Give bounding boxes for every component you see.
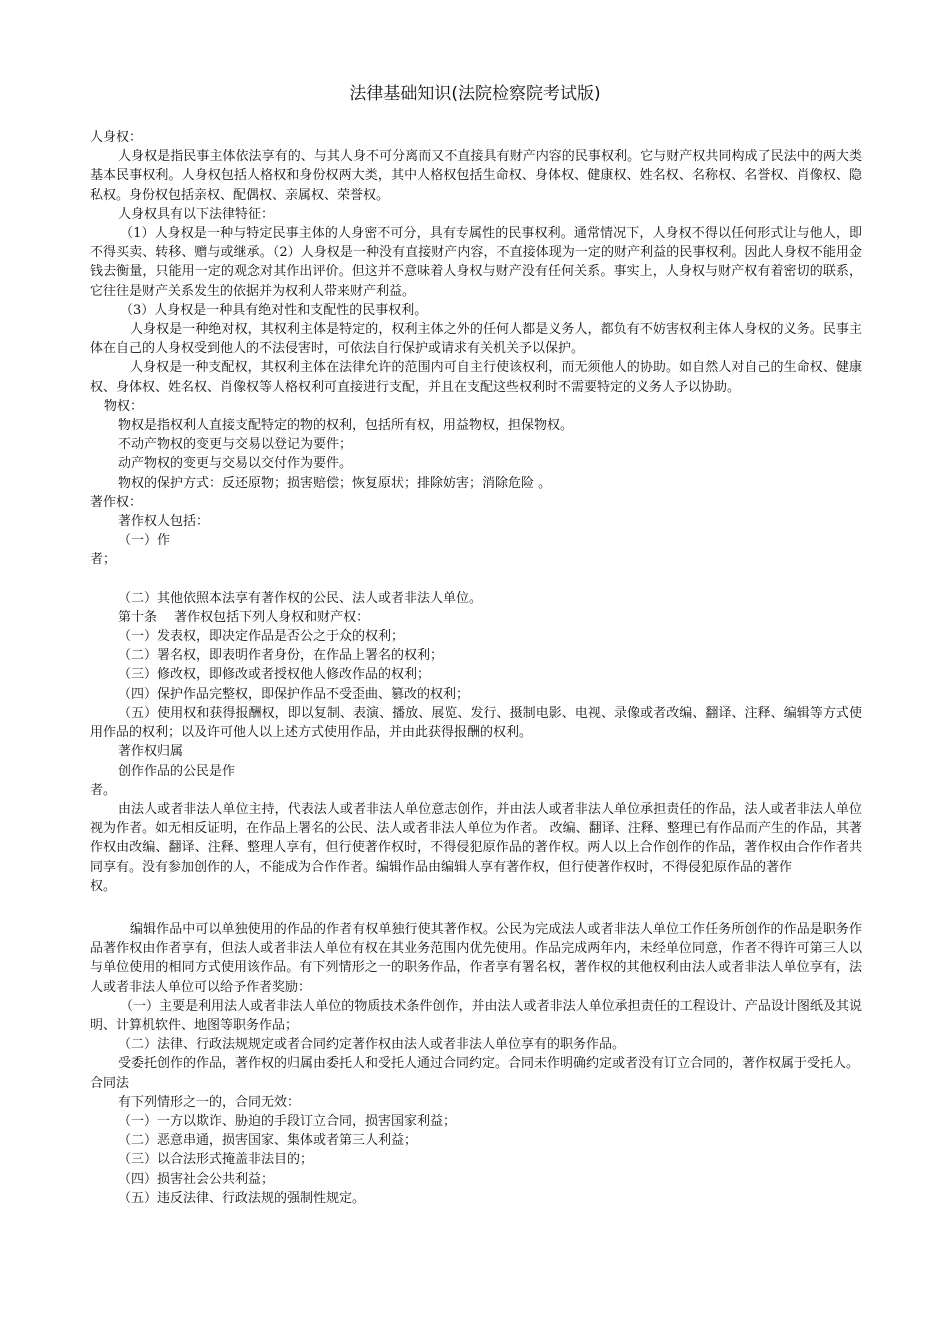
list-item: （二）署名权，即表明作者身份，在作品上署名的权利； <box>118 648 444 664</box>
list-item: （五）违反法律、行政法规的强制性规定。 <box>118 1190 366 1206</box>
paragraph: 人身权是指民事主体依法享有的、与其人身不可分离而又不直接具有财产内容的民事权利。它与财产权共同构成了民法中的两大类基本民事权利。人身权包括人格权和身份权两大类，其中人格权包括生命权、身体权、健康权、姓名权、名称权、名誉权、肖像权、隐私权。身份权包括亲权、配偶权、亲属权、荣誉权。 <box>90 149 862 203</box>
spacer <box>90 570 862 589</box>
section-heading-personal-rights: 人身权： <box>90 130 143 145</box>
paragraph: 人身权是一种支配权，其权利主体在法律允许的范围内可自主行使该权利，而无须他人的协助。如自然人对自己的生命权、健康权、身体权、姓名权、肖像权等人格权利可直接进行支配，并且在支配这些权利时不需要特定的义务人予以协助。 <box>90 360 862 395</box>
paragraph: 受委托创作的作品，著作权的归属由委托人和受托人通过合同约定。合同未作明确约定或者没有订立合同的，著作权属于受托人。 <box>118 1056 860 1072</box>
paragraph: 动产物权的变更与交易以交付作为要件。 <box>118 456 353 472</box>
section-heading-property-rights: 物权： <box>104 398 144 414</box>
list-item-continuation: 者； <box>90 552 117 568</box>
paragraph: （1）人身权是一种与特定民事主体的人身密不可分，具有专属性的民事权利。通常情况下，人身权不得以任何形式让与他人，即不得买卖、转移、赠与或继承。（2）人身权是一种没有直接财产内容，不直接体现为一定的财产利益的民事权利。因此人身权不能用金钱去衡量，只能用一定的观念对其作出评价。但这并不意味着人身权与财产没有任何关系。事实上，人身权与财产权有着密切的联系，它往往是财产关系发生的依据并为权利人带来财产利益。 <box>90 226 862 299</box>
paragraph: 创作作品的公民是作 <box>118 763 236 779</box>
paragraph: 不动产物权的变更与交易以登记为要件； <box>118 437 353 453</box>
list-item: （一）一方以欺诈、胁迫的手段订立合同，损害国家利益； <box>118 1113 457 1129</box>
paragraph: 由法人或者非法人单位主持，代表法人或者非法人单位意志创作，并由法人或者非法人单位承担责任的作品，法人或者非法人单位视为作者。如无相反证明，在作品上署名的公民、法人或者非法人单位为作者。 改编、翻译、注释、整理已有作品而产生的作品，其著作权由改编、翻译、注释、整理人享有，但行使著作权时，不得侵犯原作品的著作权。两人以上合作创作的作品，著作权由合作作者共同享有。没有参加创作的人，不能成为合作作者。编辑作品由编辑人享有著作权，但行使著作权时，不得侵犯原作品的著作 <box>90 801 862 875</box>
list-item: （三）以合法形式掩盖非法目的； <box>118 1152 314 1168</box>
article-heading: 第十条 著作权包括下列人身权和财产权： <box>118 609 370 625</box>
paragraph: （3）人身权是一种具有绝对性和支配性的民事权利。 <box>120 302 428 318</box>
list-item: （一）发表权，即决定作品是否公之于众的权利； <box>118 629 405 645</box>
paragraph: 有下列情形之一的，合同无效： <box>118 1094 301 1110</box>
list-item: （一）作 <box>118 533 171 549</box>
list-item: （五）使用权和获得报酬权，即以复制、表演、播放、展览、发行、摄制电影、电视、录像或者改编、翻译、注释、编辑等方式使用作品的权利；以及许可他人以上述方式使用作品，并由此获得报酬的权利。 <box>90 705 862 741</box>
paragraph: 人身权具有以下法律特征： <box>118 206 275 222</box>
section-heading-copyright: 著作权： <box>90 494 143 510</box>
paragraph: 编辑作品中可以单独使用的作品的作者有权单独行使其著作权。公民为完成法人或者非法人单位工作任务所创作的作品是职务作品著作权由作者享有，但法人或者非法人单位有权在其业务范围内优先使用。作品完成两年内，未经单位同意，作者不得许可第三人以与单位使用的相同方式使用该作品。有下列情形之一的职务作品，作者享有署名权，著作权的其他权利由法人或者非法人单位享有，法人或者非法人单位可以给予作者奖励： <box>90 921 862 995</box>
list-item: （二）法律、行政法规规定或者合同约定著作权由法人或者非法人单位享有的职务作品。 <box>118 1037 626 1053</box>
paragraph: 著作权人包括： <box>118 514 210 530</box>
list-item: （一）主要是利用法人或者非法人单位的物质技术条件创作，并由法人或者非法人单位承担责任的工程设计、产品设计图纸及其说明、计算机软件、地图等职务作品； <box>90 998 862 1033</box>
list-item: （四）保护作品完整权，即保护作品不受歪曲、篡改的权利； <box>118 686 470 702</box>
document-body <box>90 128 862 1208</box>
paragraph: 物权的保护方式：反还原物；损害赔偿；恢复原状；排除妨害；消除危险 。 <box>118 475 552 491</box>
subsection-heading: 著作权归属 <box>118 744 184 760</box>
list-item: （二）其他依照本法享有著作权的公民、法人或者非法人单位。 <box>118 590 483 606</box>
page-title: 法律基础知识(法院检察院考试版) <box>349 84 601 104</box>
list-item: （四）损害社会公共利益； <box>118 1171 275 1187</box>
section-heading-contract-law: 合同法 <box>90 1075 130 1091</box>
paragraph-continuation: 权。 <box>90 878 117 894</box>
list-item: （三）修改权，即修改或者授权他人修改作品的权利； <box>118 667 431 683</box>
paragraph-continuation: 者。 <box>90 782 117 798</box>
paragraph: 物权是指权利人直接支配特定的物的权利，包括所有权，用益物权，担保物权。 <box>118 418 574 434</box>
paragraph: 人身权是一种绝对权，其权利主体是特定的，权利主体之外的任何人都是义务人，都负有不妨害权利主体人身权的义务。民事主体在自己的人身权受到他人的不法侵害时，可依法自行保护或请求有关机关予以保护。 <box>90 322 862 357</box>
spacer <box>90 896 862 920</box>
list-item: （二）恶意串通，损害国家、集体或者第三人利益； <box>118 1133 418 1149</box>
